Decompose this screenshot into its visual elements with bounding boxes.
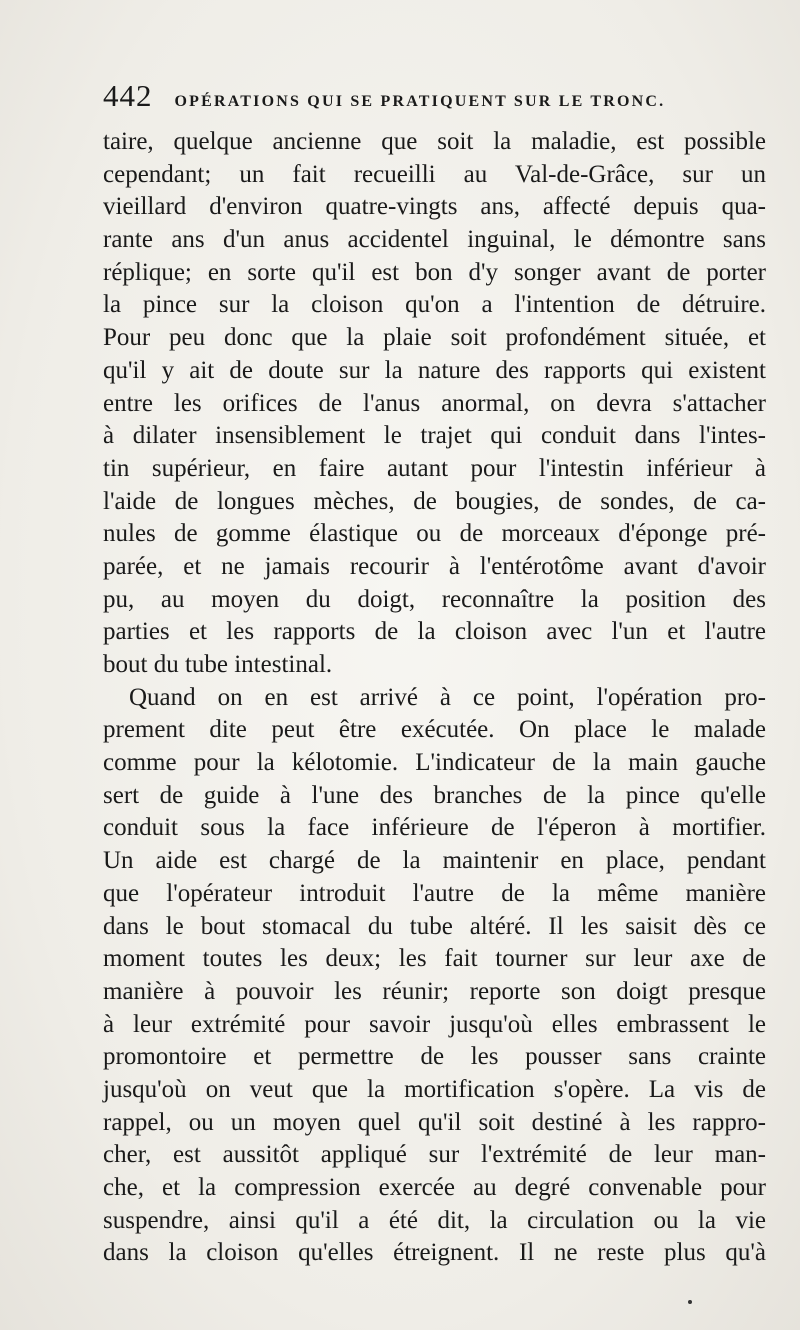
text-line: jusqu'où on veut que la mortification s'opère. La vis de [103, 1075, 766, 1103]
text-line: promontoire et permettre de les pousser sans crainte [103, 1043, 766, 1071]
text-line: vieillard d'environ quatre-vingts ans, affecté depuis qua- [103, 193, 766, 221]
text-line: cependant; un fait recueilli au Val-de-Grâce, sur un [103, 160, 766, 188]
text-line: rappel, ou un moyen quel qu'il soit destiné à les rappro- [103, 1108, 766, 1136]
text-line: qu'il y ait de doute sur la nature des rapports qui existent [103, 356, 766, 384]
text-line: dans le bout stomacal du tube altéré. Il les saisit dès ce [103, 912, 766, 940]
text-line: réplique; en sorte qu'il est bon d'y songer avant de porter [103, 258, 766, 286]
text-line: moment toutes les deux; les fait tourner sur leur axe de [103, 945, 766, 973]
text-line: la pince sur la cloison qu'on a l'intention de détruire. [103, 291, 766, 319]
text-line: à leur extrémité pour savoir jusqu'où elles embrassent le [103, 1010, 766, 1038]
text-line: dans la cloison qu'elles étreignent. Il ne reste plus qu'à [103, 1239, 766, 1267]
text-line: manière à pouvoir les réunir; reporte son doigt presque [103, 977, 766, 1005]
text-line: à dilater insensiblement le trajet qui conduit dans l'intes- [103, 422, 766, 450]
text-line: parée, et ne jamais recourir à l'entérotôme avant d'avoir [103, 552, 766, 580]
text-line: taire, quelque ancienne que soit la maladie, est possible [103, 128, 766, 155]
body-text [103, 126, 766, 1270]
text-line: suspendre, ainsi qu'il a été dit, la circulation ou la vie [103, 1206, 766, 1234]
text-line: prement dite peut être exécutée. On place le malade [103, 716, 766, 744]
running-head [103, 78, 766, 122]
text-line: Un aide est chargé de la maintenir en place, pendant [103, 847, 766, 875]
text-line: tin supérieur, en faire autant pour l'intestin inférieur à [103, 454, 766, 482]
text-line: entre les orifices de l'anus anormal, on devra s'attacher [103, 389, 766, 417]
text-line: Quand on en est arrivé à ce point, l'opération pro- [129, 683, 766, 711]
ink-speck [688, 1300, 692, 1304]
text-line: sert de guide à l'une des branches de la pince qu'elle [103, 781, 766, 809]
text-line: bout du tube intestinal. [103, 651, 333, 678]
text-line: conduit sous la face inférieure de l'éperon à mortifier. [103, 814, 766, 842]
text-line: parties et les rapports de la cloison avec l'un et l'autre [103, 618, 766, 646]
page-number: 442 [103, 78, 153, 113]
text-line: que l'opérateur introduit l'autre de la même manière [103, 879, 766, 907]
text-line: Pour peu donc que la plaie soit profondément située, et [103, 324, 766, 352]
text-line: cher, est aussitôt appliqué sur l'extrémité de leur man- [103, 1141, 766, 1169]
text-line: rante ans d'un anus accidentel inguinal, le démontre sans [103, 226, 766, 254]
text-line: l'aide de longues mèches, de bougies, de sondes, de ca- [103, 487, 766, 515]
paragraph-2 [103, 682, 766, 1270]
running-title: OPÉRATIONS QUI SE PRATIQUENT SUR LE TRONC. [174, 93, 666, 110]
text-line: che, et la compression exercée au degré convenable pour [103, 1174, 766, 1201]
text-line: comme pour la kélotomie. L'indicateur de la main gauche [103, 749, 766, 777]
paragraph-1 [103, 126, 766, 682]
text-line: pu, au moyen du doigt, reconnaître la position des [103, 585, 766, 613]
text-line: nules de gomme élastique ou de morceaux d'éponge pré- [103, 520, 766, 548]
